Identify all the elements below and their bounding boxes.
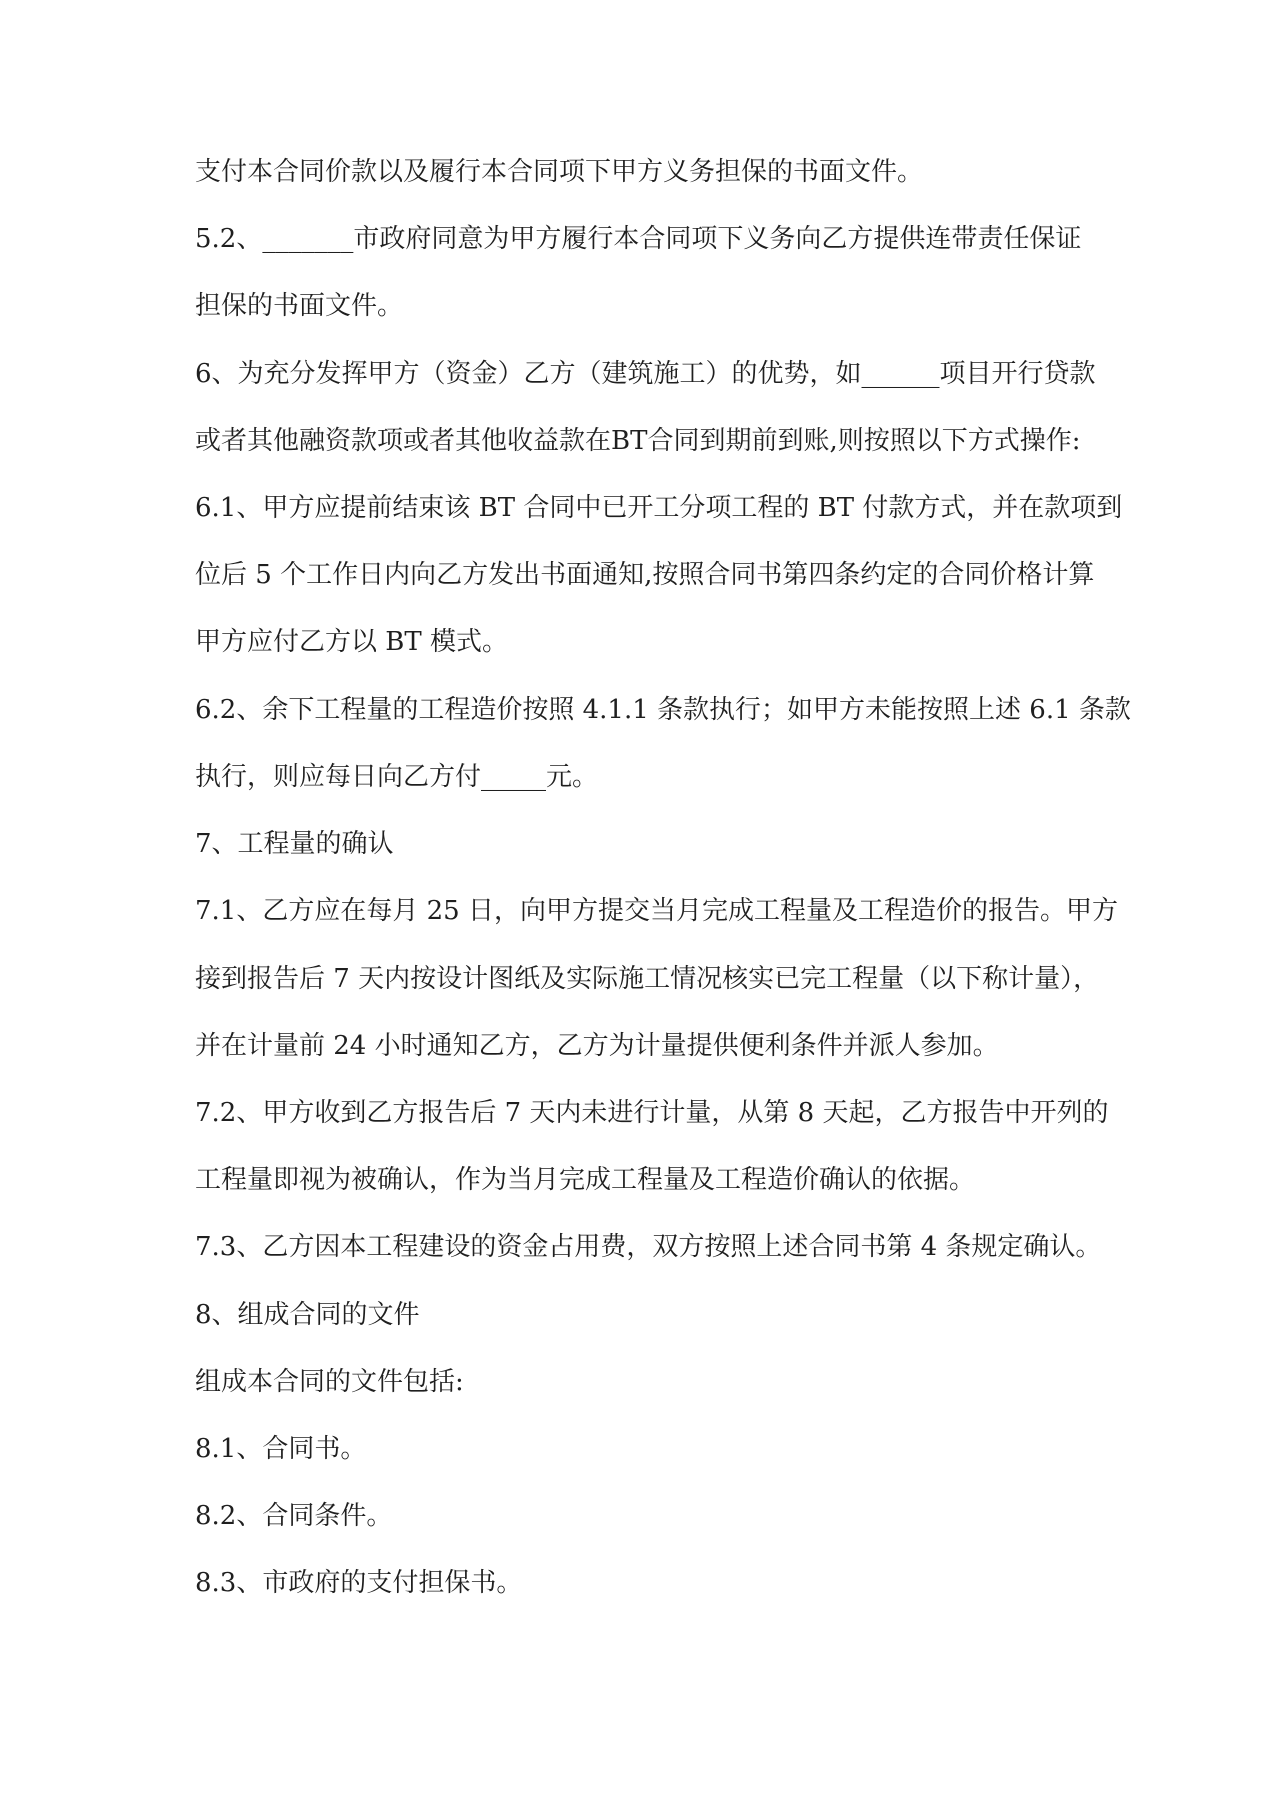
text-line: 组成本合同的文件包括: [195,1367,464,1397]
text-line: 8.3、市政府的支付担保书。 [195,1568,523,1598]
text-line: 或者其他融资款项或者其他收益款在BT合同到期前到账,则按照以下方式操作: [195,426,1081,456]
text-line: 6.2、余下工程量的工程造价按照 4.1.1 条款执行；如甲方未能按照上述 6.1 条款 [195,695,1131,725]
text-line: 5.2、_______市政府同意为甲方履行本合同项下义务向乙方提供连带责任保证 [195,224,1082,254]
text-line: 6、为充分发挥甲方（资金）乙方（建筑施工）的优势，如______项目开行贷款 [195,359,1096,389]
text-line: 8、组成合同的文件 [195,1300,420,1330]
text-line: 6.1、甲方应提前结束该 BT 合同中已开工分项工程的 BT 付款方式，并在款项到 [195,493,1123,523]
text-line: 执行，则应每日向乙方付_____元。 [195,762,599,792]
text-line: 位后 5 个工作日内向乙方发出书面通知,按照合同书第四条约定的合同价格计算 [195,560,1095,590]
text-line: 8.2、合同条件。 [195,1501,393,1531]
text-line: 担保的书面文件。 [195,291,404,321]
text-line: 接到报告后 7 天内按设计图纸及实际施工情况核实已完工程量（以下称计量）， [195,964,1100,994]
text-line: 8.1、合同书。 [195,1434,367,1464]
text-line: 7.3、乙方因本工程建设的资金占用费，双方按照上述合同书第 4 条规定确认。 [195,1232,1102,1262]
text-line: 并在计量前 24 小时通知乙方，乙方为计量提供便利条件并派人参加。 [195,1031,999,1061]
text-line: 7.2、甲方收到乙方报告后 7 天内未进行计量，从第 8 天起，乙方报告中开列的 [195,1098,1109,1128]
text-line: 7.1、乙方应在每月 25 日，向甲方提交当月完成工程量及工程造价的报告。甲方 [195,896,1118,926]
text-line: 甲方应付乙方以 BT 模式。 [195,627,508,657]
text-line: 工程量即视为被确认，作为当月完成工程量及工程造价确认的依据。 [195,1165,976,1195]
text-line: 7、工程量的确认 [195,829,394,859]
text-line: 支付本合同价款以及履行本合同项下甲方义务担保的书面文件。 [195,157,924,187]
